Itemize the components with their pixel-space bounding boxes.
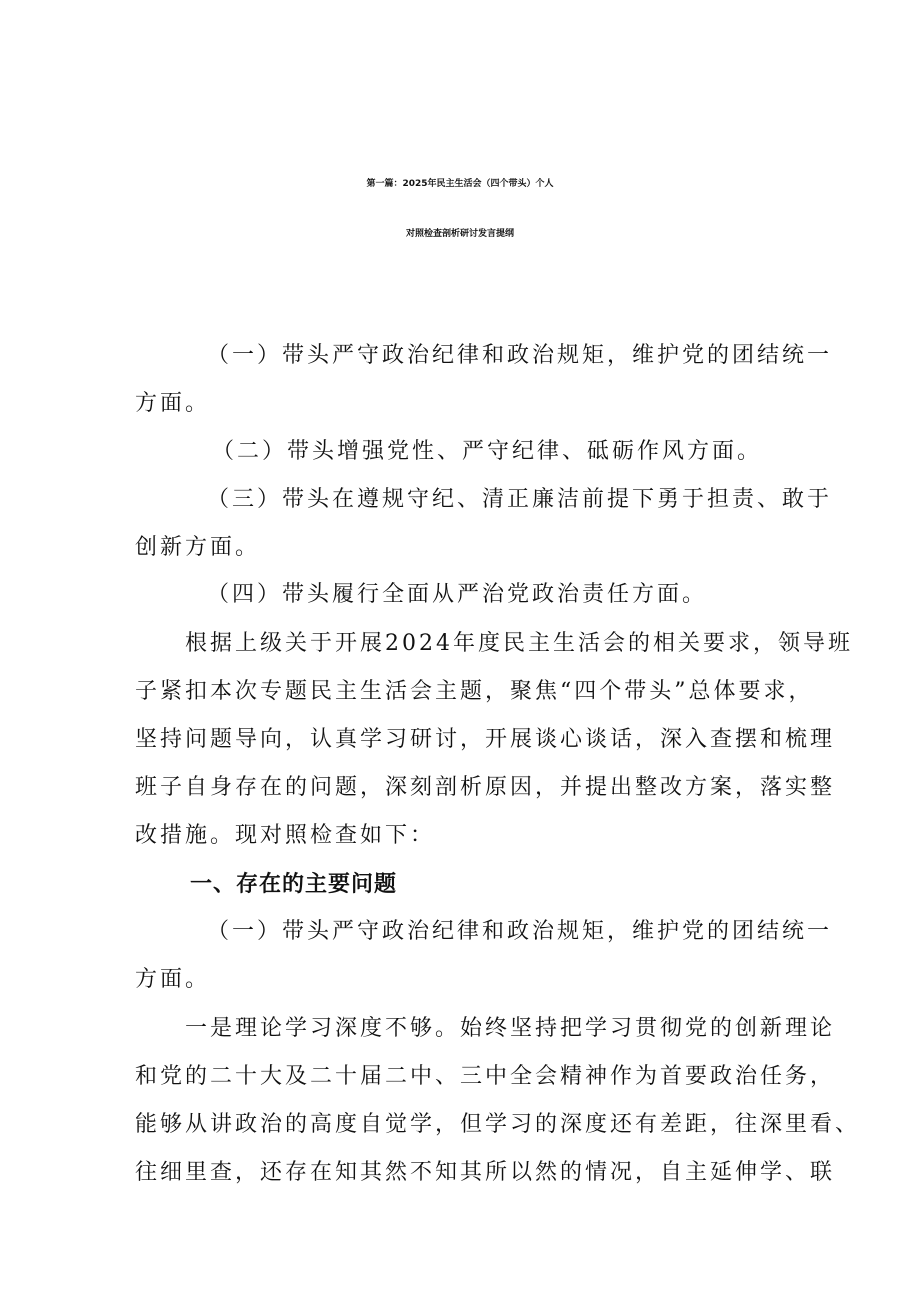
point-1-line-4: 往细里查，还存在知其然不知其所以然的情况，自主延伸学、联 xyxy=(135,1160,836,1185)
outline-item-4: （四）带头履行全面从严治党政治责任方面。 xyxy=(207,582,708,607)
document-title-line1: 第一篇：2025年民主生活会（四个带头）个人 xyxy=(366,179,554,189)
intro-line-5: 改措施。现对照检查如下： xyxy=(135,823,436,848)
intro-line-1: 根据上级关于开展2024年度民主生活会的相关要求，领导班 xyxy=(185,631,853,656)
point-1-line-3: 能够从讲政治的高度自觉学，但学习的深度还有差距，往深里看、 xyxy=(135,1112,861,1137)
outline-item-1-line1: （一）带头严守政治纪律和政治规矩，维护党的团结统一 xyxy=(207,343,833,368)
section-1-sub1-line2: 方面。 xyxy=(135,967,211,992)
point-1-line-1: 一是理论学习深度不够。始终坚持把学习贯彻党的创新理论 xyxy=(185,1016,836,1041)
section-1-sub1-line1: （一）带头严守政治纪律和政治规矩，维护党的团结统一 xyxy=(207,919,833,944)
outline-item-3-line2: 创新方面。 xyxy=(135,535,261,560)
outline-item-3-line1: （三）带头在遵规守纪、清正廉洁前提下勇于担责、敢于 xyxy=(207,487,833,512)
point-1-line-2: 和党的二十大及二十届二中、三中全会精神作为首要政治任务， xyxy=(135,1064,836,1089)
document-title-line2: 对照检查剖析研讨发言提纲 xyxy=(405,229,514,239)
intro-line-4: 班子自身存在的问题，深刻剖析原因，并提出整改方案，落实整 xyxy=(135,775,836,800)
section-1-heading: 一、存在的主要问题 xyxy=(190,872,398,897)
outline-item-2: （二）带头增强党性、严守纪律、砥砺作风方面。 xyxy=(212,439,763,464)
intro-line-3: 坚持问题导向，认真学习研讨，开展谈心谈话，深入查摆和梳理 xyxy=(135,727,836,752)
intro-line-2: 子紧扣本次专题民主生活会主题，聚焦“四个带头”总体要求， xyxy=(135,679,814,704)
outline-item-1-line2: 方面。 xyxy=(135,391,211,416)
